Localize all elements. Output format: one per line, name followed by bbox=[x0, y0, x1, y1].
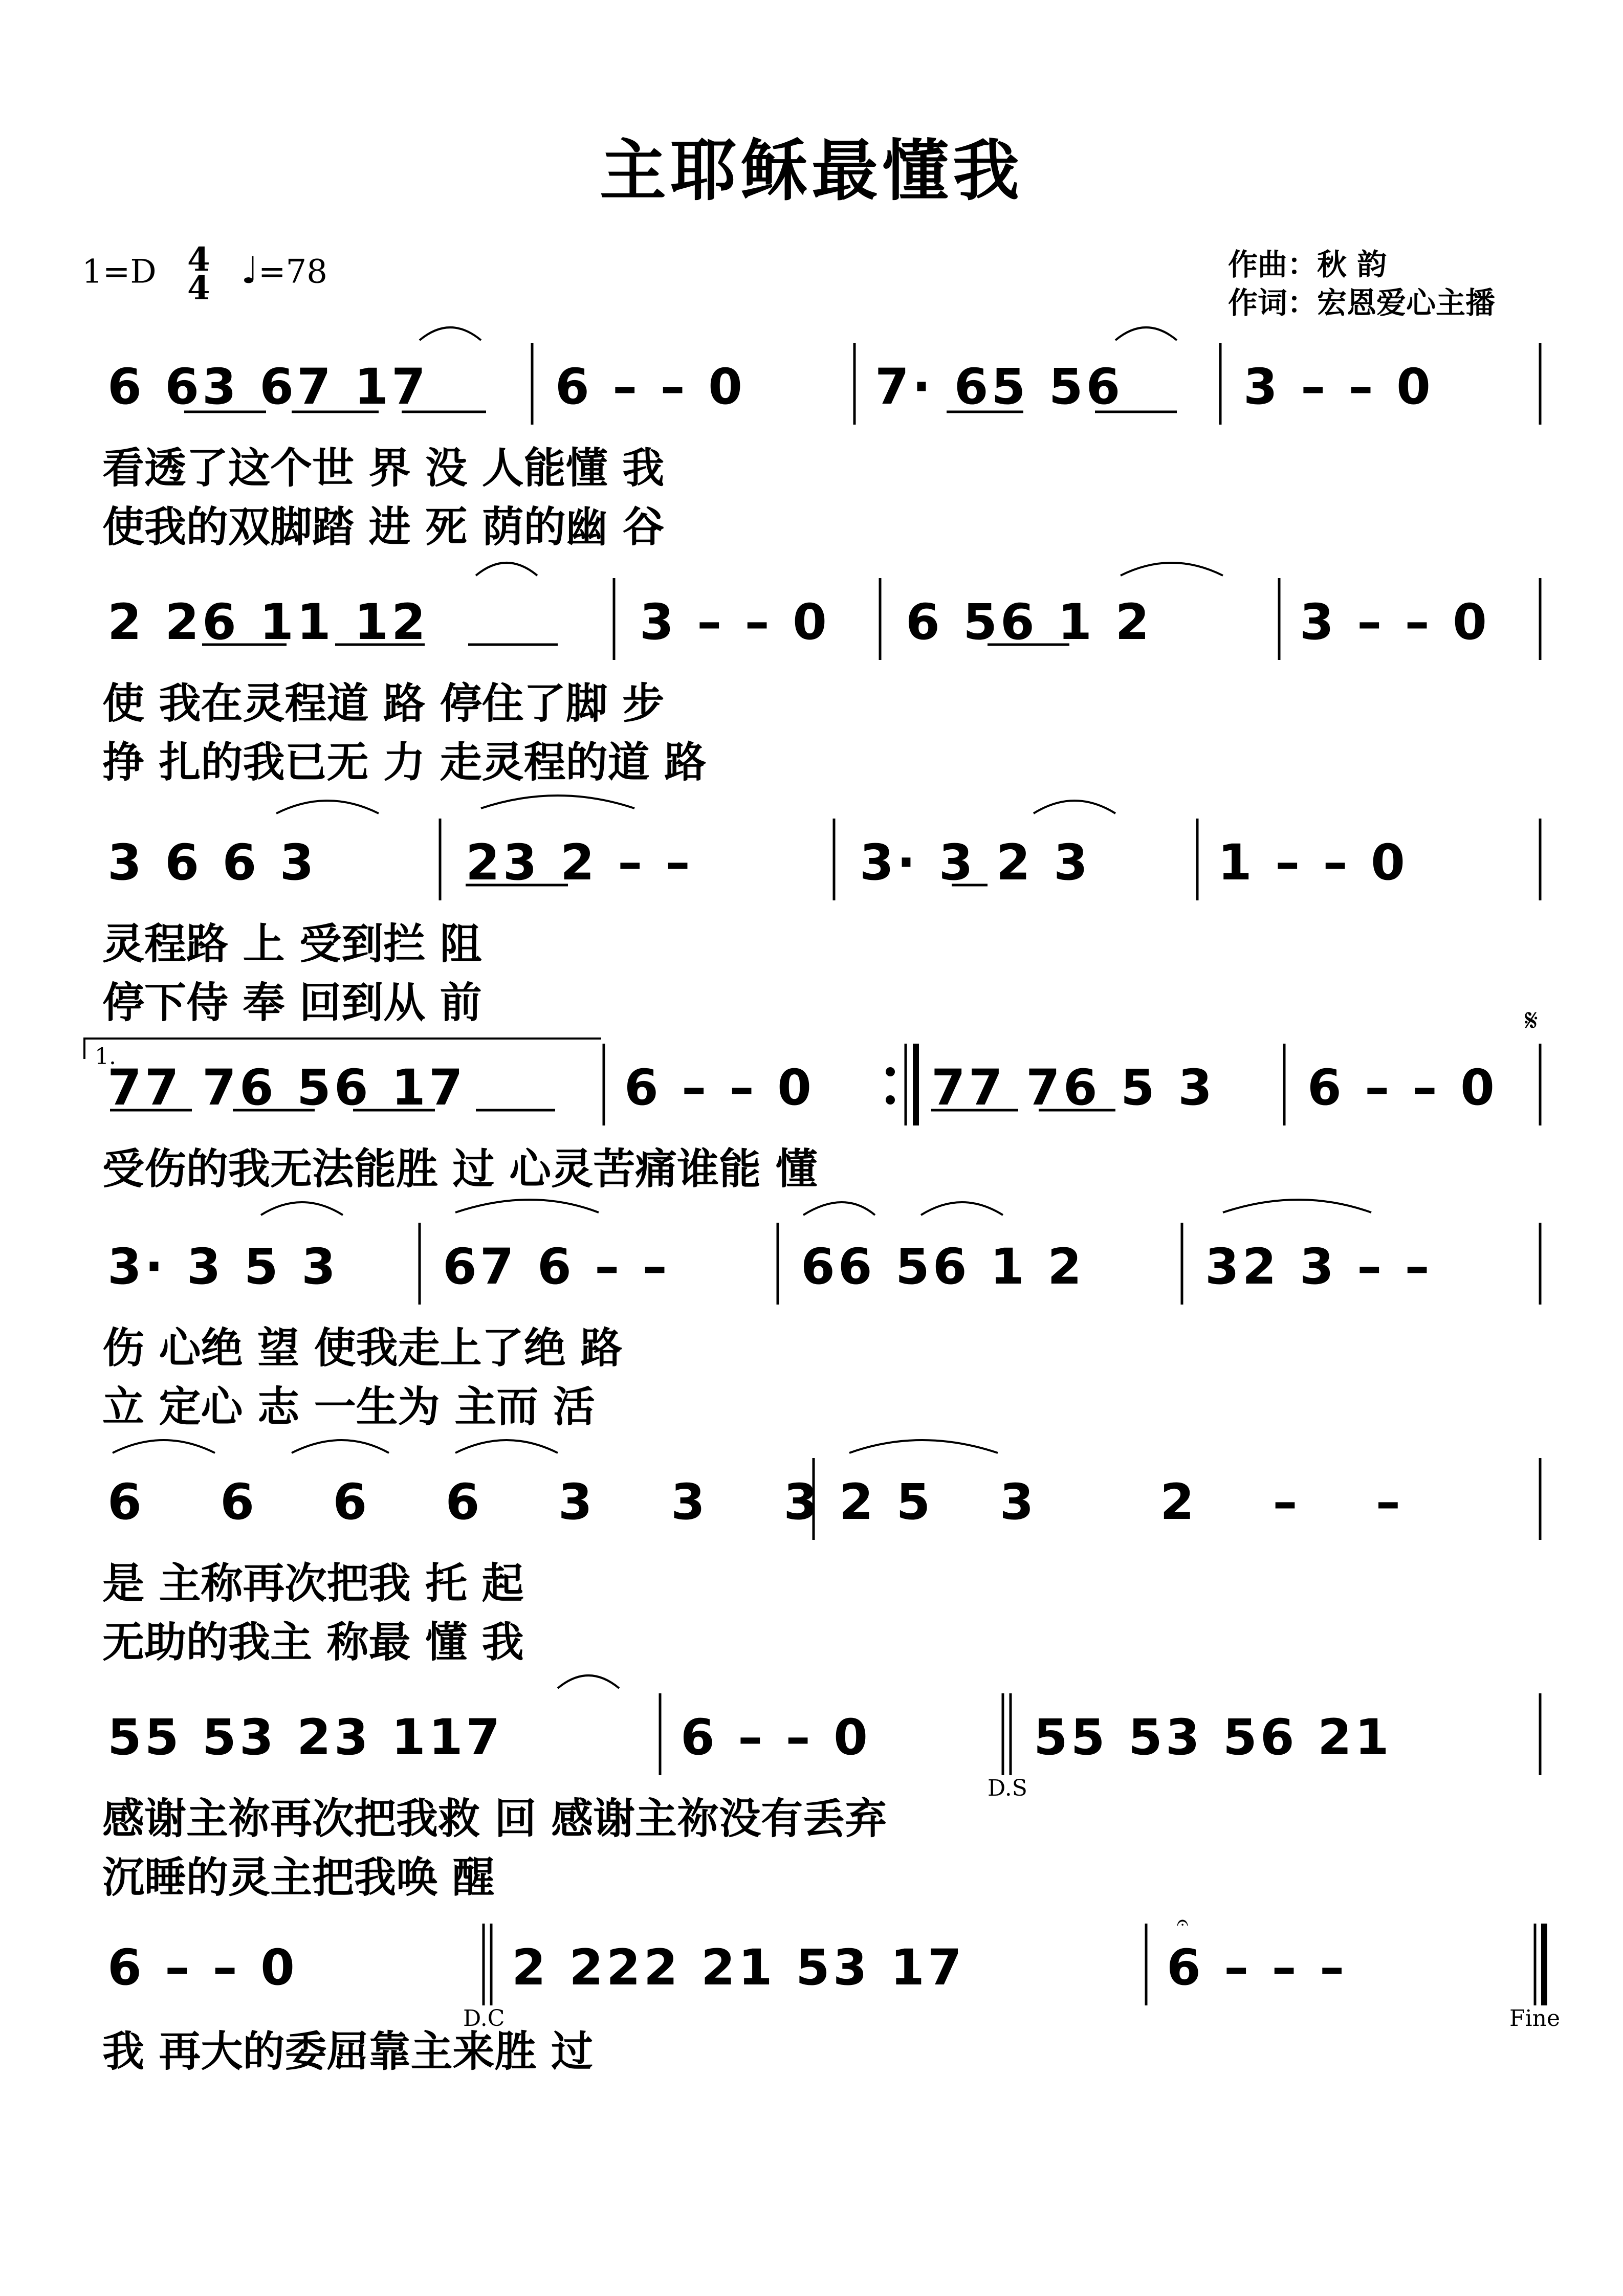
notes-row-4-m3: 77 76 5 3 bbox=[931, 1059, 1216, 1116]
tempo-text: =78 bbox=[258, 253, 327, 291]
notes-row-5-m1: 3· 3 5 3 bbox=[107, 1238, 339, 1295]
notes-row-2-m4: 3 – – 0 bbox=[1300, 593, 1490, 651]
ds-mark: D.S bbox=[988, 1775, 1027, 1801]
lyrics-row-6-v2: 无助的我主 称最 懂 我 bbox=[102, 1618, 524, 1667]
dc-mark: D.C bbox=[463, 2005, 505, 2032]
notes-row-1-m3: 7· 65 56 bbox=[875, 358, 1124, 415]
song-title: 主耶稣最懂我 bbox=[599, 132, 1023, 210]
notes-row-2-m3: 6 56 1 2 bbox=[906, 593, 1153, 651]
lyrics-row-2-v1: 使 我在灵程道 路 停住了脚 步 bbox=[102, 679, 665, 728]
notes-row-7-m1: 55 53 23 117 bbox=[107, 1709, 503, 1766]
notes-row-4-m4: 6 – – 0 bbox=[1307, 1059, 1498, 1116]
time-signature: 4 4 bbox=[187, 240, 210, 307]
lyrics-row-5-v1: 伤 心绝 望 使我走上了绝 路 bbox=[102, 1324, 623, 1373]
lyrics-row-4-v1: 受伤的我无法能胜 过 心灵苦痛谁能 懂 bbox=[102, 1145, 818, 1194]
notes-row-2-m2: 3 – – 0 bbox=[640, 593, 830, 651]
composer-credit: 作曲：秋 韵 bbox=[1228, 247, 1387, 282]
fine-mark: Fine bbox=[1509, 2005, 1560, 2032]
lyrics-row-5-v2: 立 定心 志 一生为 主而 活 bbox=[102, 1383, 595, 1431]
notes-row-7-m3: 55 53 56 21 bbox=[1034, 1709, 1392, 1766]
notes-row-1-m4: 3 – – 0 bbox=[1243, 358, 1434, 415]
volta-label: 1. bbox=[95, 1044, 116, 1070]
notes-row-4-m1: 77 76 56 17 bbox=[107, 1059, 466, 1116]
lyrics-row-3-v1: 灵程路 上 受到拦 阻 bbox=[102, 920, 482, 968]
notes-row-8-m2: 2 222 21 53 17 bbox=[512, 1939, 965, 1996]
notes-row-5-m2: 67 6 – – bbox=[443, 1238, 670, 1295]
lyricist-credit: 作词：宏恩爱心主播 bbox=[1228, 285, 1496, 320]
lyrics-row-1-v2: 使我的双脚踏 进 死 荫的幽 谷 bbox=[102, 503, 665, 551]
notes-row-8-m1: 6 – – 0 bbox=[107, 1939, 298, 1996]
fermata-icon: 𝄐 bbox=[1177, 1911, 1189, 1934]
lyrics-row-2-v2: 挣 扎的我已无 力 走灵程的道 路 bbox=[102, 738, 707, 787]
notes-row-3-m3: 3· 3 2 3 bbox=[860, 834, 1091, 891]
notes-row-5-m3: 66 56 1 2 bbox=[801, 1238, 1085, 1295]
segno-icon: 𝄋 bbox=[1525, 1003, 1538, 1039]
notes-row-3-m1: 3 6 6 3 bbox=[107, 834, 317, 891]
lyrics-row-1-v1: 看透了这个世 界 没 人能懂 我 bbox=[102, 444, 665, 493]
lyrics-row-8-v1: 我 再大的委屈靠主来胜 过 bbox=[102, 2027, 594, 2076]
notes-row-8-m3: 6 – – – bbox=[1167, 1939, 1348, 1996]
lyrics-row-7-v2: 沉睡的灵主把我唤 醒 bbox=[102, 1853, 495, 1902]
notes-row-3-m2: 23 2 – – bbox=[466, 834, 693, 891]
notes-row-2-m1: 2 26 11 12 bbox=[107, 593, 429, 651]
notes-row-1-m2: 6 – – 0 bbox=[555, 358, 745, 415]
notes-row-4-m2: 6 – – 0 bbox=[624, 1059, 815, 1116]
notes-row-7-m2: 6 – – 0 bbox=[681, 1709, 871, 1766]
key-text: 1=D bbox=[82, 253, 157, 291]
lyrics-row-7-v1: 感谢主祢再次把我救 回 感谢主祢没有丢弃 bbox=[102, 1795, 887, 1843]
notes-row-6-m2: 2 3 2 – – bbox=[839, 1473, 1431, 1531]
notes-row-3-m4: 1 – – 0 bbox=[1218, 834, 1408, 891]
lyrics-row-3-v2: 停下侍 奉 回到从 前 bbox=[102, 979, 482, 1027]
notes-row-1-m1: 6 63 67 17 bbox=[107, 358, 429, 415]
quarter-note-icon: ♩ bbox=[240, 248, 258, 292]
lyrics-row-6-v1: 是 主称再次把我 托 起 bbox=[102, 1559, 524, 1608]
notes-row-5-m4: 32 3 – – bbox=[1205, 1238, 1433, 1295]
notes-row-6-m1: 6 6 6 6 3 3 3 5 bbox=[107, 1473, 961, 1531]
